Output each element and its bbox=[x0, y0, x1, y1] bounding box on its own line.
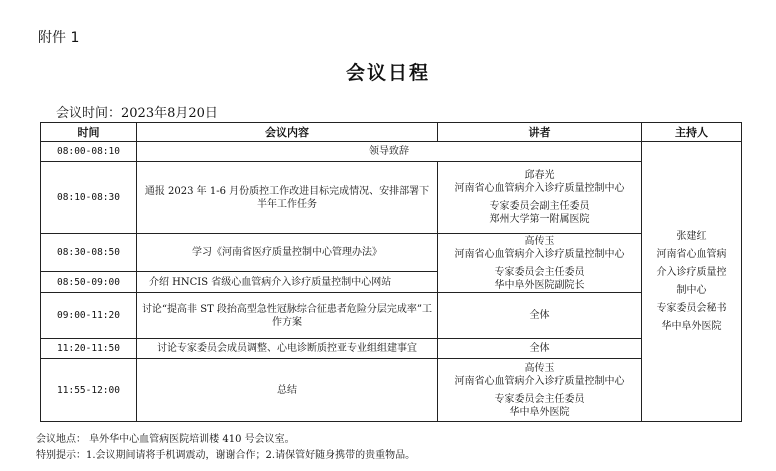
speaker-cell bbox=[438, 234, 642, 293]
header-time: 时间 bbox=[41, 123, 137, 142]
table-header-row bbox=[41, 123, 742, 142]
speaker-cell: 全体 bbox=[438, 339, 642, 359]
host-cell bbox=[642, 142, 742, 422]
speaker-name: 高传玉 bbox=[524, 362, 555, 374]
attachment-label: 附件 1 bbox=[38, 30, 80, 46]
schedule-table bbox=[40, 122, 742, 422]
row-content: 总结 bbox=[137, 359, 438, 422]
host-org-line3: 制中心 bbox=[676, 285, 707, 296]
speaker-hospital: 郑州大学第一附属医院 bbox=[489, 214, 590, 225]
row-time: 08:50-09:00 bbox=[41, 272, 137, 293]
row-time: 08:10-08:30 bbox=[41, 162, 137, 234]
speaker-org: 河南省心血管病介入诊疗质量控制中心 bbox=[454, 183, 625, 194]
row-time: 09:00-11:20 bbox=[41, 293, 137, 339]
speaker-cell bbox=[438, 162, 642, 234]
row-time: 11:55-12:00 bbox=[41, 359, 137, 422]
row-time: 08:00-08:10 bbox=[41, 142, 137, 162]
table-row bbox=[41, 142, 742, 162]
row-content: 领导致辞 bbox=[137, 142, 642, 162]
meeting-time: 会议时间：2023年8月20日 bbox=[56, 106, 218, 121]
speaker-name: 高传玉 bbox=[524, 235, 555, 247]
page-title: 会议日程 bbox=[345, 62, 430, 84]
speaker-org: 河南省心血管病介入诊疗质量控制中心 bbox=[454, 248, 625, 260]
header-speaker: 讲者 bbox=[438, 123, 642, 142]
host-role: 专家委员会秘书 bbox=[656, 303, 727, 314]
table-row bbox=[41, 234, 742, 272]
speaker-hospital: 华中阜外医院 bbox=[509, 406, 570, 418]
row-content: 讨论专家委员会成员调整、心电诊断质控亚专业组组建事宜 bbox=[137, 339, 438, 359]
host-org-line2: 介入诊疗质量控 bbox=[656, 267, 727, 278]
speaker-role: 专家委员会主任委员 bbox=[494, 266, 585, 278]
table-row bbox=[41, 359, 742, 422]
header-host: 主持人 bbox=[642, 123, 742, 142]
host-name: 张建红 bbox=[676, 231, 707, 242]
speaker-cell: 全体 bbox=[438, 293, 642, 339]
speaker-name: 邱春光 bbox=[524, 170, 555, 181]
row-time: 08:30-08:50 bbox=[41, 234, 137, 272]
table-row bbox=[41, 293, 742, 339]
table-row bbox=[41, 339, 742, 359]
row-content: 介绍 HNCIS 省级心血管病介入诊疗质量控制中心网站 bbox=[137, 272, 438, 293]
row-content: 讨论“提高非 ST 段抬高型急性冠脉综合征患者危险分层完成率”工作方案 bbox=[137, 293, 438, 339]
row-time: 11:20-11:50 bbox=[41, 339, 137, 359]
speaker-role: 专家委员会副主任委员 bbox=[489, 201, 590, 212]
host-org-line1: 河南省心血管病 bbox=[656, 249, 727, 260]
table-row bbox=[41, 162, 742, 234]
speaker-org: 河南省心血管病介入诊疗质量控制中心 bbox=[454, 375, 625, 387]
special-notice: 特别提示：1.会议期间请将手机调震动，谢谢合作；2.请保管好随身携带的贵重物品。 bbox=[36, 450, 416, 461]
meeting-location: 会议地点： 阜外华中心血管病医院培训楼 410 号会议室。 bbox=[36, 434, 295, 445]
row-content: 学习《河南省医疗质量控制中心管理办法》 bbox=[137, 234, 438, 272]
host-hospital: 华中阜外医院 bbox=[661, 321, 722, 332]
speaker-cell bbox=[438, 359, 642, 422]
speaker-role: 专家委员会主任委员 bbox=[494, 393, 585, 405]
row-content: 通报 2023 年 1-6 月份质控工作改进目标完成情况、安排部署下半年工作任务 bbox=[137, 162, 438, 234]
speaker-hospital: 华中阜外医院副院长 bbox=[494, 279, 585, 291]
header-content: 会议内容 bbox=[137, 123, 438, 142]
